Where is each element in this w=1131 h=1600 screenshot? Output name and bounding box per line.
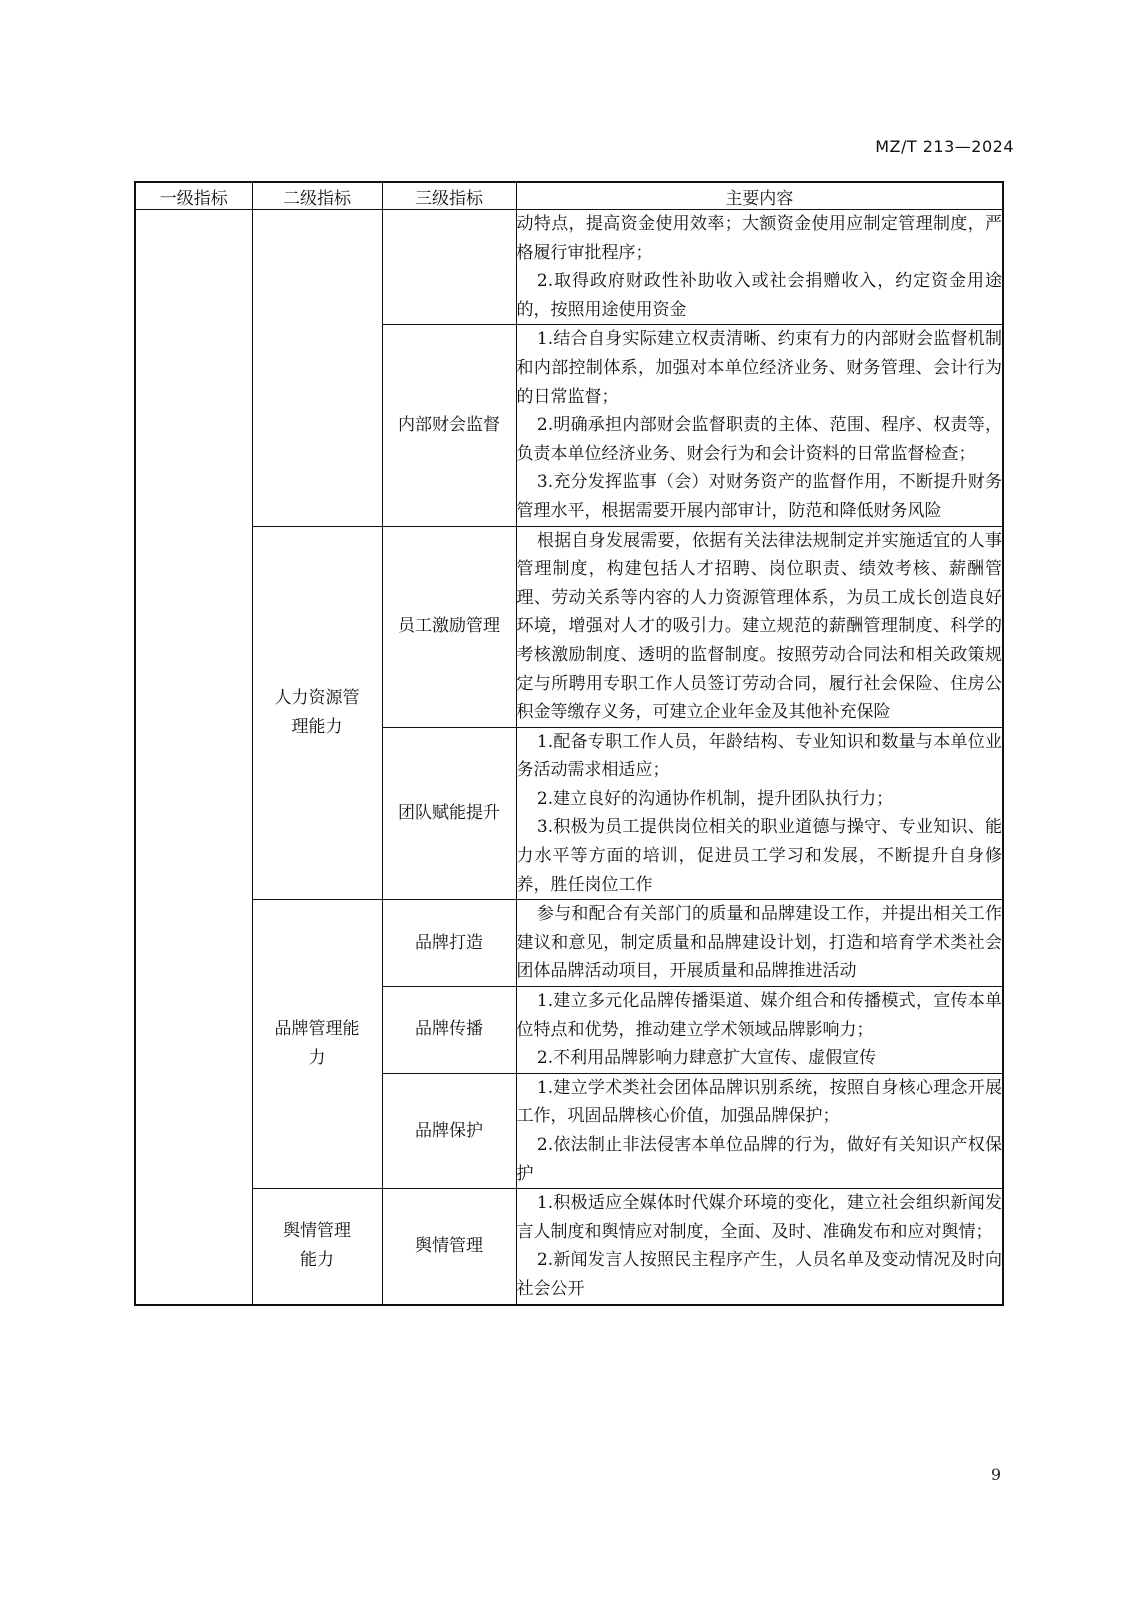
level3-opinion-mgmt: 舆情管理	[382, 1189, 516, 1305]
header-level2: 二级指标	[252, 182, 382, 210]
level2-opinion	[252, 1189, 382, 1305]
level2-opinion-label: 舆情管理能力	[283, 1221, 351, 1271]
content-paragraph: 1.配备专职工作人员，年龄结构、专业知识和数量与本单位业务活动需求相适应；	[516, 731, 1002, 781]
content-paragraph: 1.结合自身实际建立权责清晰、约束有力的内部财会监督机制和内部控制体系，加强对本单位经济业务、财务管理、会计行为的日常监督；	[516, 329, 1002, 407]
content-paragraph: 3.充分发挥监事（会）对财务资产的监督作用，不断提升财务管理水平，根据需要开展内部审计，防范和降低财务风险	[516, 472, 1002, 521]
content-paragraph: 2.取得政府财政性补助收入或社会捐赠收入，约定资金用途的，按照用途使用资金	[516, 271, 1002, 320]
content-paragraph: 2.建立良好的沟通协作机制，提升团队执行力；	[536, 788, 894, 809]
content-paragraph: 1.积极适应全媒体时代媒介环境的变化，建立社会组织新闻发言人制度和舆情应对制度，全面、及时、准确发布和应对舆情；	[516, 1193, 1002, 1242]
content-paragraph: 1.建立多元化品牌传播渠道、媒介组合和传播模式，宣传本单位特点和优势，推动建立学术领域品牌影响力；	[516, 991, 1002, 1040]
level1-cell-empty	[135, 210, 252, 1305]
content-incentive	[516, 526, 1003, 727]
content-team	[516, 727, 1003, 900]
table-header-row	[135, 182, 1003, 210]
table-row	[135, 526, 1003, 727]
content-opinion-mgmt	[516, 1189, 1003, 1305]
level2-brand	[252, 900, 382, 1189]
content-paragraph: 2.明确承担内部财会监督职责的主体、范围、程序、权责等，负责本单位经济业务、财会行为和会计资料的日常监督检查；	[516, 415, 1002, 464]
table-row	[135, 210, 1003, 325]
table-row	[135, 1189, 1003, 1305]
content-brand-protect	[516, 1073, 1003, 1188]
header-content: 主要内容	[516, 182, 1003, 210]
content-paragraph: 2.不利用品牌影响力肆意扩大宣传、虚假宣传	[536, 1048, 877, 1069]
level3-team: 团队赋能提升	[382, 727, 516, 900]
content-paragraph: 2.依法制止非法侵害本单位品牌的行为，做好有关知识产权保护	[516, 1135, 1002, 1184]
level2-hr	[252, 526, 382, 900]
level3-brand-spread: 品牌传播	[382, 987, 516, 1074]
level3-cell-empty	[382, 210, 516, 325]
content-paragraph: 根据自身发展需要，依据有关法律法规制定并实施适宜的人事管理制度，构建包括人才招聘、岗位职责、绩效考核、薪酬管理、劳动关系等内容的人力资源管理体系，为员工成长创造良好环境，增强对人才的吸引力。建立规范的薪酬管理制度、科学的考核激励制度、透明的监督制度。按照劳动合同法和相关政策规定与所聘用专职工作人员签订劳动合同，履行社会保险、住房公积金等缴存义务，可建立企业年金及其他补充保险	[516, 530, 1002, 723]
table-row	[135, 900, 1003, 987]
content-brand-build	[516, 900, 1003, 987]
header-level3: 三级指标	[382, 182, 516, 210]
level2-hr-label: 人力资源管理能力	[274, 687, 360, 737]
level2-cell-empty	[252, 210, 382, 527]
content-brand-spread	[516, 987, 1003, 1074]
level3-brand-protect: 品牌保护	[382, 1073, 516, 1188]
level3-brand-build: 品牌打造	[382, 900, 516, 987]
level2-brand-label: 品牌管理能力	[274, 1019, 360, 1069]
content-audit	[516, 325, 1003, 526]
document-code: MZ/T 213—2024	[875, 137, 1014, 156]
header-level1: 一级指标	[135, 182, 252, 210]
level3-incentive: 员工激励管理	[382, 526, 516, 727]
page-number: 9	[990, 1465, 1001, 1484]
content-paragraph: 动特点，提高资金使用效率；大额资金使用应制定管理制度，严格履行审批程序；	[516, 214, 1002, 263]
content-paragraph: 1.建立学术类社会团体品牌识别系统，按照自身核心理念开展工作，巩固品牌核心价值，加强品牌保护；	[516, 1077, 1002, 1127]
indicator-table	[134, 181, 1004, 1306]
content-paragraph: 3.积极为员工提供岗位相关的职业道德与操守、专业知识、能力水平等方面的培训，促进员工学习和发展，不断提升自身修养，胜任岗位工作	[516, 817, 1002, 895]
content-paragraph: 2.新闻发言人按照民主程序产生，人员名单及变动情况及时向社会公开	[516, 1250, 1002, 1299]
content-funds	[516, 210, 1003, 325]
level3-audit: 内部财会监督	[382, 325, 516, 526]
content-paragraph: 参与和配合有关部门的质量和品牌建设工作，并提出相关工作建议和意见，制定质量和品牌建设计划，打造和培育学术类社会团体品牌活动项目，开展质量和品牌推进活动	[516, 904, 1002, 982]
